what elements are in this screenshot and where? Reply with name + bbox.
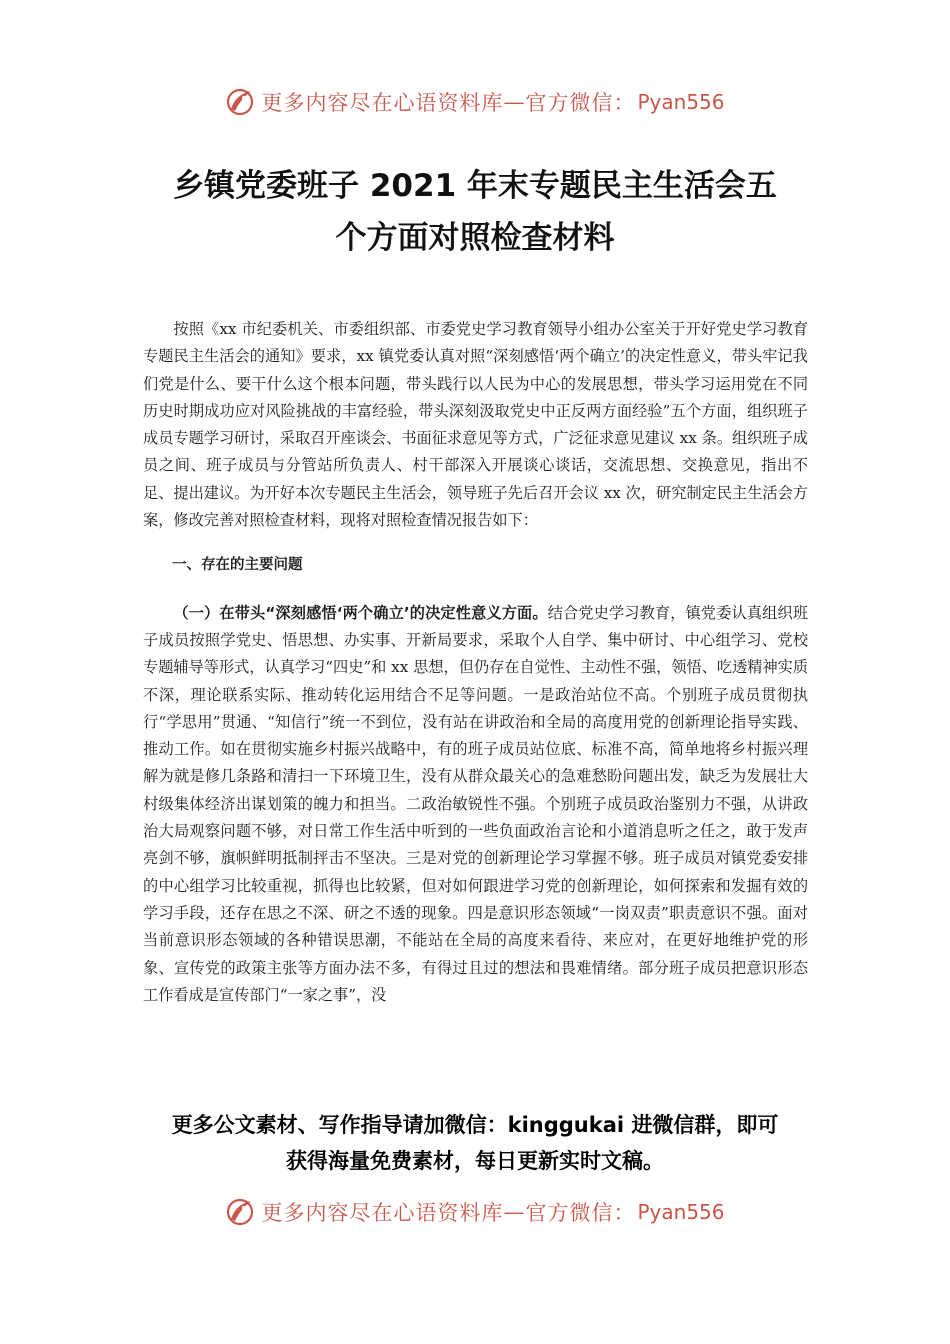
watermark-text: 更多内容尽在心语资料库 xyxy=(261,1201,504,1225)
title-line-1: 乡镇党委班子 2021 年末专题民主生活会五 xyxy=(173,168,777,204)
watermark-handle: Pyan556 xyxy=(637,1200,725,1224)
promo-message xyxy=(120,1107,830,1179)
document-body xyxy=(143,316,808,1009)
intro-paragraph: 按照《xx 市纪委机关、市委组织部、市委党史学习教育领导小组办公室关于开好党史学习教育专题民主生活会的通知》要求，xx 镇党委认真对照“深刻感悟‘两个确立’的决定性意义，带头牢记我们党是什么、要干什么这个根本问题，带头践行以人民为中心的发展思想，带头学习运用党在不同历史时期成功应对风险挑战的丰富经验，带头深刻汲取党史中正反两方面经验”五个方面，组织班子成员专题学习研讨，采取召开座谈会、书面征求意见等方式，广泛征求意见建议 xx 条。组织班子成员之间、班子成员与分管站所负责人、村干部深入开展谈心谈话，交流思想、交换意见，指出不足、提出建议。为开好本次专题民主生活会，领导班子先后召开会议 xx 次，研究制定民主生活会方案，修改完善对照检查材料，现将对照检查情况报告如下： xyxy=(143,320,808,530)
watermark-dash: — xyxy=(503,1200,526,1224)
top-watermark-banner xyxy=(0,82,950,122)
promo-line-1: 更多公文素材、写作指导请加微信：kinggukai 进微信群，即可 xyxy=(171,1113,779,1137)
brand-logo-icon xyxy=(225,87,255,117)
watermark-label: 官方微信： xyxy=(525,1201,636,1225)
watermark-handle: Pyan556 xyxy=(637,90,725,114)
promo-line-2: 获得海量免费素材，每日更新实时文稿。 xyxy=(286,1149,664,1173)
section-heading: 一、存在的主要问题 xyxy=(172,557,303,574)
subsection-paragraph xyxy=(143,600,808,1009)
document-title xyxy=(110,160,840,264)
brand-logo-icon xyxy=(225,1197,255,1227)
title-line-2: 个方面对照检查材料 xyxy=(335,220,615,256)
subsection-body: 结合党史学习教育，镇党委认真组织班子成员按照学党史、悟思想、办实事、开新局要求，采取个人自学、集中研讨、中心组学习、党校专题辅导等形式，认真学习“四史”和 xx 思想，但仍存在自觉性、主动性不强，领悟、吃透精神实质不深，理论联系实际、推动转化运用结合不足等问题。一是政治站位不高。个别班子成员贯彻执行“学思用”贯通、“知信行”统一不到位，没有站在讲政治和全局的高度用党的创新理论指导实践、推动工作。如在贯彻实施乡村振兴战略中，有的班子成员站位底、标准不高，简单地将乡村振兴理解为就是修几条路和清扫一下环境卫生，没有从群众最关心的急难愁盼问题出发，缺乏为发展壮大村级集体经济出谋划策的魄力和担当。二政治敏锐性不强。个别班子成员政治鉴别力不强，从讲政治大局观察问题不够，对日常工作生活中听到的一些负面政治言论和小道消息听之任之，敢于发声亮剑不够，旗帜鲜明抵制抨击不坚决。三是对党的创新理论学习掌握不够。班子成员对镇党委安排的中心组学习比较重视，抓得也比较紧，但对如何跟进学习党的创新理论，如何探索和发掘有效的学习手段，还存在思之不深、研之不透的现象。四是意识形态领域“一岗双责”职责意识不强。面对当前意识形态领域的各种错误思潮，不能站在全局的高度来看待、来应对，在更好地维护党的形象、宣传党的政策主张等方面办法不多，有得过且过的想法和畏难情绪。部分班子成员把意识形态工作看成是宣传部门“一家之事”，没 xyxy=(143,603,809,1004)
watermark-dash: — xyxy=(503,90,526,114)
watermark-text: 更多内容尽在心语资料库 xyxy=(261,91,504,115)
subsection-heading: （一）在带头“深刻感悟‘两个确立’的决定性意义方面。 xyxy=(173,603,548,622)
watermark-label: 官方微信： xyxy=(525,91,636,115)
bottom-watermark-banner xyxy=(0,1192,950,1232)
